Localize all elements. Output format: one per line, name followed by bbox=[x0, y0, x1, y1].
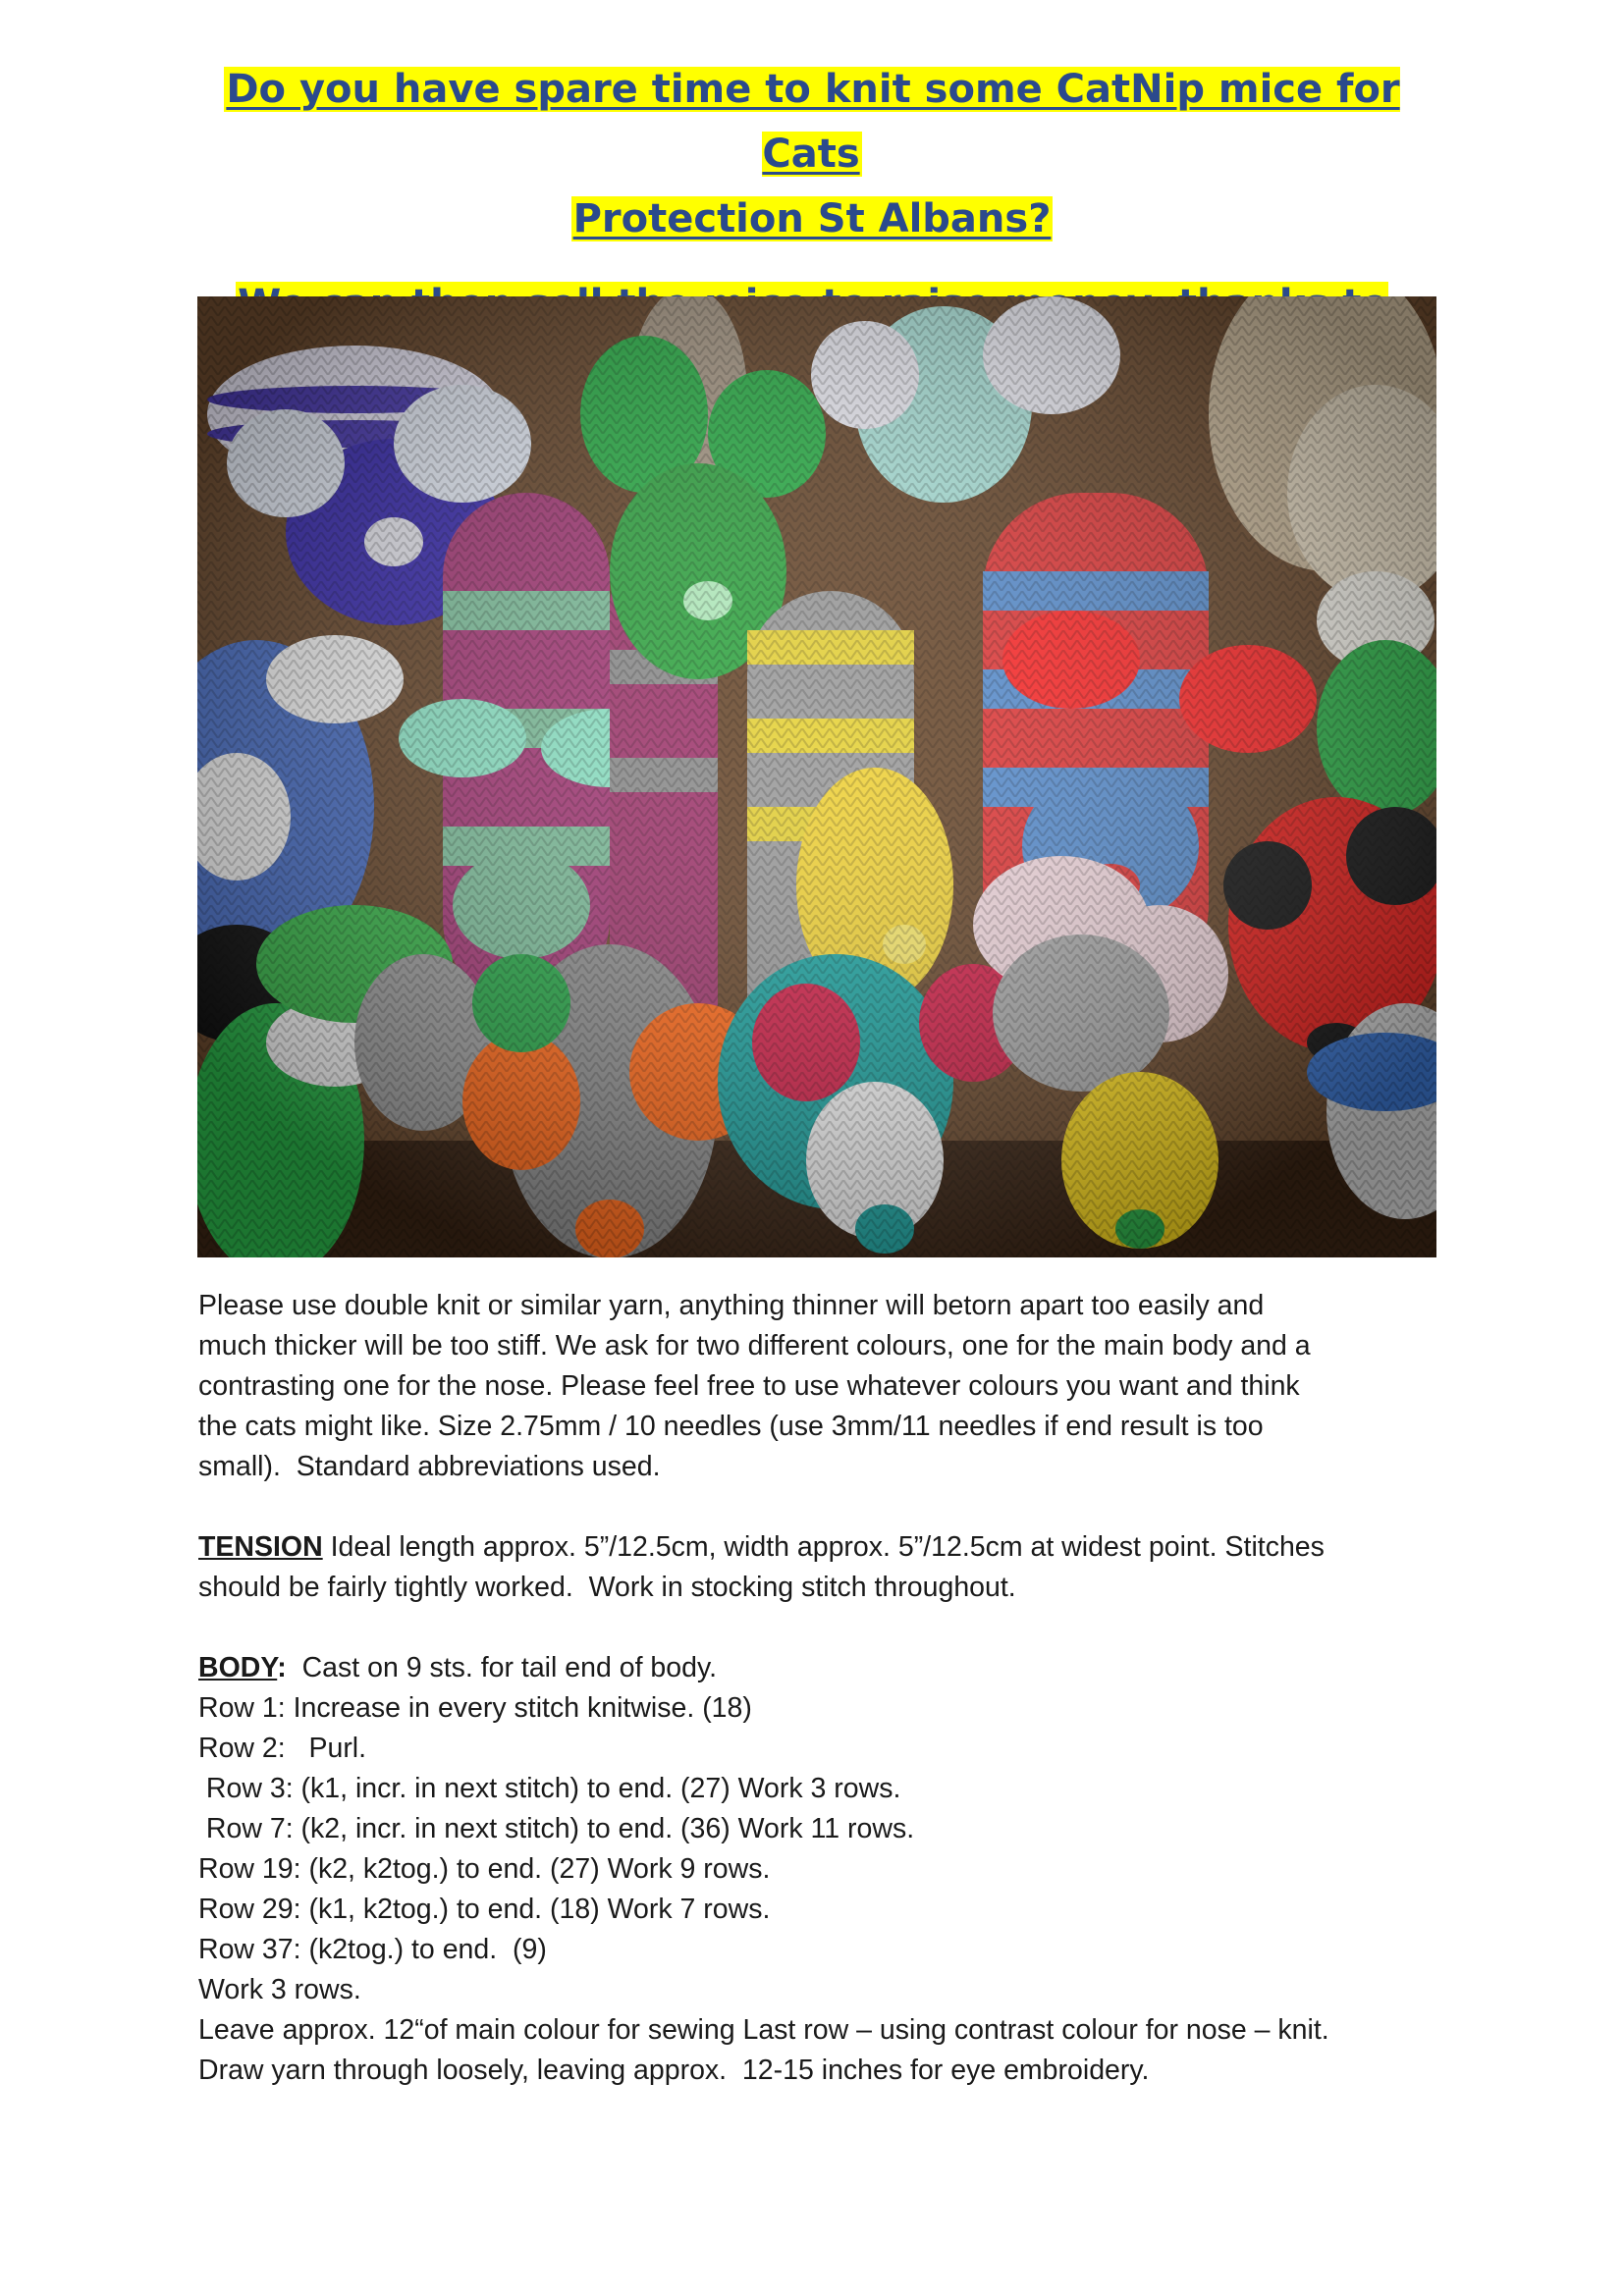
intro-line: small). Standard abbreviations used. bbox=[198, 1451, 661, 1482]
body-colon: : bbox=[277, 1652, 287, 1683]
body-first-line bbox=[198, 1648, 1435, 1688]
body-paragraph bbox=[198, 1648, 1435, 2091]
paragraph-gap bbox=[198, 1487, 1435, 1527]
title-line-2 bbox=[196, 187, 1428, 251]
knitted-mice-illustration bbox=[197, 296, 1436, 1257]
intro-line: Please use double knit or similar yarn, anything thinner will betorn apart too easily and bbox=[198, 1290, 1265, 1321]
body-row: Row 37: (k2tog.) to end. (9) bbox=[198, 1934, 547, 1965]
body-row: Draw yarn through loosely, leaving approx. 12-15 inches for eye embroidery. bbox=[198, 2055, 1150, 2086]
title-line-2-text: Protection St Albans? bbox=[572, 196, 1052, 241]
tension-line-2: should be fairly tightly worked. Work in stocking stitch throughout. bbox=[198, 1572, 1016, 1603]
body-row: Row 29: (k1, k2tog.) to end. (18) Work 7 rows. bbox=[198, 1894, 771, 1925]
paragraph-gap bbox=[198, 1608, 1435, 1648]
intro-paragraph bbox=[198, 1286, 1435, 1487]
body-row: Row 19: (k2, k2tog.) to end. (27) Work 9 rows. bbox=[198, 1853, 771, 1885]
tension-line-1 bbox=[198, 1527, 1435, 1568]
intro-line: the cats might like. Size 2.75mm / 10 needles (use 3mm/11 needles if end result is too bbox=[198, 1411, 1264, 1442]
intro-line: contrasting one for the nose. Please feel free to use whatever colours you want and think bbox=[198, 1370, 1300, 1402]
body-row: Row 2: Purl. bbox=[198, 1733, 367, 1764]
body-cast-on-text: Cast on 9 sts. for tail end of body. bbox=[286, 1652, 718, 1683]
title-line-1-text: Do you have spare time to knit some CatNip mice for Cats bbox=[226, 67, 1400, 177]
body-row: Row 7: (k2, incr. in next stitch) to end. (36) Work 11 rows. bbox=[198, 1813, 915, 1844]
body-label: BODY bbox=[198, 1652, 278, 1683]
body-row: Row 1: Increase in every stitch knitwise. (18) bbox=[198, 1692, 752, 1724]
knitted-mice-photo bbox=[197, 296, 1436, 1257]
intro-line: much thicker will be too stiff. We ask for two different colours, one for the main body and a bbox=[198, 1330, 1311, 1362]
body-row: Row 3: (k1, incr. in next stitch) to end. (27) Work 3 rows. bbox=[198, 1773, 901, 1804]
body-row: Work 3 rows. bbox=[198, 1974, 361, 2005]
tension-label: TENSION bbox=[198, 1531, 323, 1563]
pattern-instructions bbox=[198, 1286, 1435, 2091]
tension-text: Ideal length approx. 5”/12.5cm, width approx. 5”/12.5cm at widest point. Stitches bbox=[322, 1531, 1325, 1563]
tension-paragraph bbox=[198, 1527, 1435, 1608]
body-row: Leave approx. 12“of main colour for sewing Last row – using contrast colour for nose – knit. bbox=[198, 2014, 1329, 2046]
title-line-1 bbox=[196, 57, 1428, 187]
